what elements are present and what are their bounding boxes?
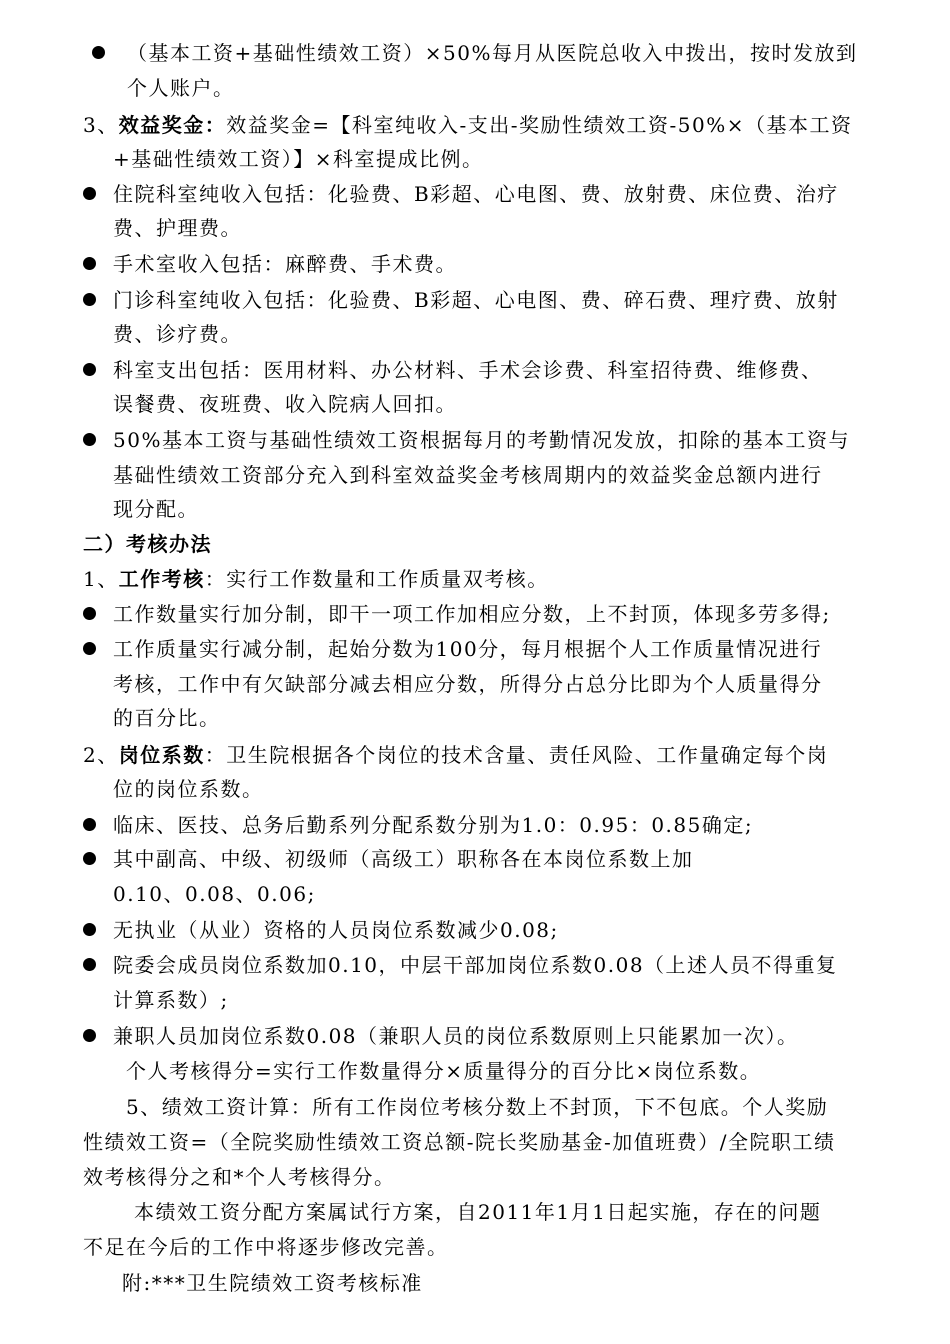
text-line: 无执业（从业）资格的人员岗位系数减少0.08; [113, 918, 559, 942]
text-line: +基础性绩效工资）】×科室提成比例。 [113, 147, 484, 171]
text-line: 院委会成员岗位系数加0.10，中层干部加岗位系数0.08（上述人员不得重复 [113, 953, 838, 977]
text-line: 门诊科室纯收入包括：化验费、B彩超、心电图、费、碎石费、理疗费、放射 [113, 288, 839, 312]
text-line: 兼职人员加岗位系数0.08（兼职人员的岗位系数原则上只能累加一次）。 [113, 1024, 799, 1048]
text-line: 考核，工作中有欠缺部分减去相应分数，所得分占总分比即为个人质量得分 [113, 672, 823, 696]
item-1-line-1 [83, 566, 549, 592]
item-term: 岗位系数 [118, 743, 205, 767]
item-number: 2、 [83, 743, 119, 767]
text-line: 的百分比。 [113, 706, 221, 730]
text-line: 费、诊疗费。 [113, 322, 242, 346]
attachment-line: 附:***卫生院绩效工资考核标准 [122, 1271, 423, 1295]
text-line: 基础性绩效工资部分充入到科室效益奖金考核周期内的效益奖金总额内进行 [113, 463, 823, 487]
bullet-icon [83, 363, 96, 376]
text-line: 误餐费、夜班费、收入院病人回扣。 [113, 392, 457, 416]
item-term: 效益奖金 [118, 113, 205, 137]
item-number: 1、 [83, 567, 119, 591]
text-line: 科室支出包括：医用材料、办公材料、手术会诊费、科室招待费、维修费、 [113, 358, 823, 382]
bullet-icon [83, 923, 96, 936]
text-line: 个人账户。 [127, 76, 235, 100]
text-line: 位的岗位系数。 [113, 777, 264, 801]
item-text: 效益奖金=【科室纯收入-支出-奖励性绩效工资-50%×（基本工资 [226, 113, 853, 137]
text-line: 本绩效工资分配方案属试行方案，自2011年1月1日起实施，存在的问题 [134, 1200, 822, 1224]
bullet-icon [92, 46, 105, 59]
item-colon: ： [204, 113, 227, 137]
text-line: 其中副高、中级、初级师（高级工）职称各在本岗位系数上加 [113, 847, 694, 871]
item-term: 工作考核 [118, 567, 205, 591]
text-line: 手术室收入包括：麻醉费、手术费。 [113, 252, 457, 276]
bullet-icon [83, 293, 96, 306]
text-line: 住院科室纯收入包括：化验费、B彩超、心电图、费、放射费、床位费、治疗 [113, 182, 839, 206]
item-colon: ： [204, 567, 227, 591]
item-number: 3、 [83, 113, 119, 137]
bullet-icon [83, 257, 96, 270]
text-line: 临床、医技、总务后勤系列分配系数分别为1.0：0.95：0.85确定; [113, 813, 754, 837]
bullet-icon [83, 958, 96, 971]
item-colon: ： [204, 743, 227, 767]
text-line: 费、护理费。 [113, 216, 242, 240]
item-text: 卫生院根据各个岗位的技术含量、责任风险、工作量确定每个岗 [226, 743, 829, 767]
text-line: 不足在今后的工作中将逐步修改完善。 [83, 1235, 449, 1259]
bullet-icon [83, 818, 96, 831]
text-line: （基本工资+基础性绩效工资）×50%每月从医院总收入中拨出，按时发放到 [127, 41, 858, 65]
bullet-icon [83, 852, 96, 865]
bullet-icon [83, 433, 96, 446]
section-heading: 二）考核办法 [83, 532, 212, 556]
text-line: 性绩效工资=（全院奖励性绩效工资总额-院长奖励基金-加值班费）/全院职工绩 [83, 1130, 836, 1154]
item-text: 实行工作数量和工作质量双考核。 [226, 567, 549, 591]
text-line: 计算系数）; [113, 988, 229, 1012]
text-line: 工作数量实行加分制，即干一项工作加相应分数，上不封顶，体现多劳多得; [113, 602, 831, 626]
bullet-icon [83, 1029, 96, 1042]
bullet-icon [83, 187, 96, 200]
item-2-line-1 [83, 742, 828, 768]
item-3-line-1 [83, 112, 852, 138]
text-line: 50%基本工资与基础性绩效工资根据每月的考勤情况发放，扣除的基本工资与 [113, 428, 850, 452]
bullet-icon [83, 607, 96, 620]
formula-line: 个人考核得分=实行工作数量得分×质量得分的百分比×岗位系数。 [126, 1059, 762, 1083]
text-line: 0.10、0.08、0.06; [113, 882, 316, 906]
text-line: 现分配。 [113, 497, 199, 521]
bullet-icon [83, 642, 96, 655]
text-line: 5、绩效工资计算：所有工作岗位考核分数上不封顶，下不包底。个人奖励 [126, 1095, 829, 1119]
text-line: 工作质量实行减分制，起始分数为100分，每月根据个人工作质量情况进行 [113, 637, 823, 661]
text-line: 效考核得分之和*个人考核得分。 [83, 1165, 396, 1189]
